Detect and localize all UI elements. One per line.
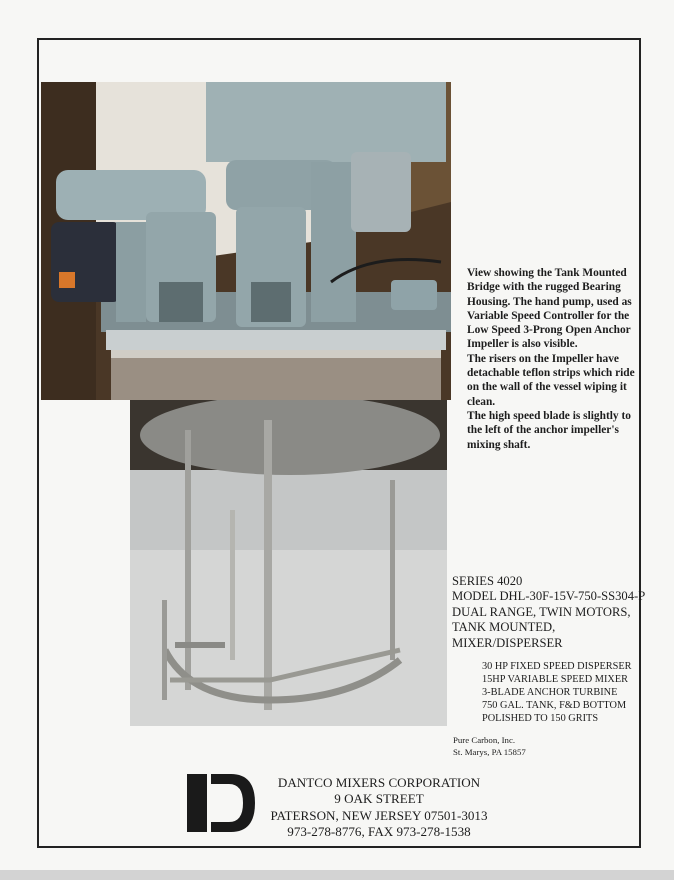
photo-caption — [467, 266, 643, 452]
company-name: DANTCO MIXERS CORPORATION — [277, 775, 481, 790]
company-street: 9 OAK STREET — [334, 791, 424, 807]
company-city: PATERSON, NEW JERSEY 07501-3013 — [270, 807, 488, 823]
model-line: MODEL DHL-30F-15V-750-SS304-P — [452, 589, 646, 604]
customer-location: St. Marys, PA 15857 — [453, 746, 526, 757]
spec-line: 3-BLADE ANCHOR TURBINE — [482, 686, 618, 698]
series-line: TANK MOUNTED, — [452, 620, 556, 635]
caption-paragraph: View showing the Tank Mounted Bridge with the rugged Bearing Housing. The hand pump, used as Variable Speed Controller for the Low Speed 3-Prong Open Anchor Impeller is also visible. — [467, 267, 632, 351]
spec-line: 15HP VARIABLE SPEED MIXER — [482, 673, 628, 685]
caption-paragraph: The risers on the Impeller have detachable teflon strips which ride on the wall of the vessel wiping it clean. — [467, 352, 635, 408]
spec-line: 30 HP FIXED SPEED DISPERSER — [482, 661, 632, 672]
series-line: MIXER/DISPERSER — [452, 635, 563, 650]
dantco-logo — [187, 774, 255, 832]
spec-line: POLISHED TO 150 GRITS — [482, 712, 599, 724]
company-phone: 973-278-8776, FAX 973-278-1538 — [287, 824, 471, 840]
scan-edge — [0, 870, 674, 880]
customer-name: Pure Carbon, Inc. — [453, 735, 516, 745]
series-line: DUAL RANGE, TWIN MOTORS, — [452, 604, 631, 619]
customer-credit — [453, 735, 526, 758]
series-line: SERIES 4020 — [452, 574, 523, 588]
company-address-block — [263, 775, 495, 841]
mixer-bridge-photo — [41, 82, 451, 400]
anchor-impeller-photo — [130, 400, 447, 726]
series-model-block — [452, 574, 652, 651]
specifications-list — [482, 661, 652, 726]
spec-line: 750 GAL. TANK, F&D BOTTOM — [482, 699, 627, 711]
caption-paragraph: The high speed blade is slightly to the left of the anchor impeller's mixing shaft. — [467, 409, 631, 451]
